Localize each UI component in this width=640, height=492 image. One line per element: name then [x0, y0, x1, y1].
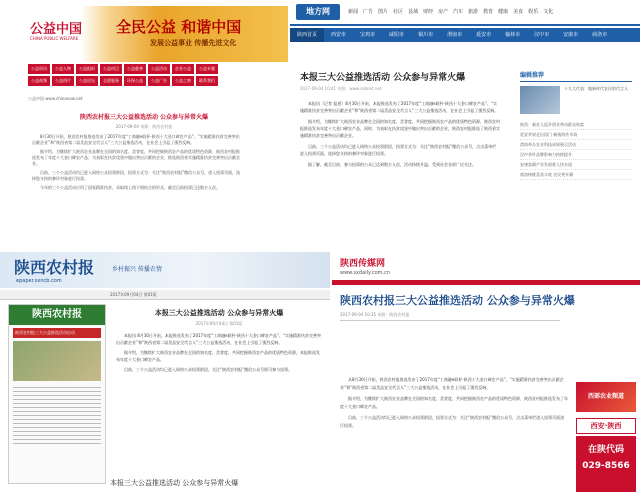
paper-masthead: 陕西农村报 [9, 305, 105, 325]
paragraph: 据介绍，为继续扩大陕西农业品牌在全国的知名度、美誉度，共同挖掘陕西农产品的优质特色资源，陕西农村报推选发布了年度十大金口碑农产品；为表彰在扶贫攻坚中做出突出贡献的企业，推选陕西省实施精准扶贫完善突出贡献企业。 [32, 149, 240, 166]
nav-item[interactable]: 公益广告 [148, 76, 170, 86]
nav-item[interactable]: 公益论坛 [76, 76, 98, 86]
sidebar [520, 70, 632, 180]
paragraph: 本报讯（记者 报道）8月30日开始，本报推选发布了2017年度“工商融e联杯·陕西十大金口碑农产品”、“实施精准扶贫完善突出贡献企业”和“陕西省第二届美品安全代言人”三大公益推选活动，在社会上引起了强烈反响。 [300, 101, 499, 113]
region-nav-item[interactable]: 榆林市 [505, 32, 521, 38]
sidebar-link[interactable]: 陕西：新农人返乡创业带动群众致富 [520, 120, 632, 130]
nongcun-panel [0, 252, 330, 492]
region-nav-item[interactable]: 宝鸡市 [360, 32, 376, 38]
paragraph: 从8月30日开始，陕西农村报推选发布了2017年度“工商融e联杯·陕西十大金口碑农产品”、“实施精准扶贫完善突出贡献企业”和“陕西省第二届美品安全代言人”三大公益推选活动，在社会上引起了强烈反响。 [340, 377, 564, 390]
region-nav-item[interactable]: 铜川市 [418, 32, 434, 38]
gongyi-panel [0, 0, 288, 250]
region-nav-item[interactable]: 陕西首页 [290, 28, 324, 42]
divider [340, 320, 560, 321]
paragraph: 本报讯 8月30日开始，本报推选发布了2017年度“工商融e联杯·陕西十大金口碑农产品”、“实施精准扶贫完善突出贡献企业”和“陕西省第二届美品安全代言人”三大公益推选活动，在社会上引起了强烈反响。 [116, 333, 322, 345]
nav-item[interactable]: 企业公益 [172, 64, 194, 74]
gongyi-nav-row [28, 76, 278, 86]
top-link[interactable]: 教育 [483, 9, 494, 15]
chuanmei-panel [332, 252, 640, 492]
nongcun-header [0, 252, 330, 288]
region-nav-item[interactable]: 安康市 [563, 32, 579, 38]
top-link[interactable]: 娱乐 [528, 9, 539, 15]
gongyi-slogan-sub: 发展公益事业 传播先进文化 [150, 39, 237, 47]
top-link[interactable]: 新闻 [348, 9, 359, 15]
paragraph: 8月30日开始，陕西农村报推选发布了2017年度“工商融e联杯·陕西十大金口碑农产品”、“实施精准扶贫完善突出贡献企业”和“陕西省第二届美品安全代言人”三大公益推选活动，在社会上引起了强烈反响。 [32, 134, 240, 145]
article-body [32, 134, 242, 194]
article-body [116, 332, 322, 373]
article-body [300, 100, 500, 172]
newspaper-page-thumbnail[interactable] [8, 304, 106, 484]
article-meta: 2017-09-04 10:35 来源：陕西农村报 [340, 312, 410, 317]
sidebar-thumbnail[interactable] [520, 86, 560, 114]
nav-item[interactable]: 环保公益 [124, 76, 146, 86]
nongcun-slogan: 乡村振兴 传播农情 [112, 266, 162, 273]
paragraph: 目前，三个公益活动均已进入网络公众投票阶段，关注“陕西农村报”微信公众号即可参与投票。 [124, 367, 293, 372]
region-nav-item[interactable]: 渭南市 [447, 32, 463, 38]
sidebar-link[interactable]: 汉中茶叶品牌影响力持续提升 [520, 150, 632, 160]
paragraph: 目前，三个公益活动均已进入网络公众投票阶段，投票方式为：关注“陕西农村报”微信公众号，点击菜单栏进入投票页面进行投票。 [340, 415, 565, 428]
region-nav [290, 28, 640, 42]
paragraph: 据了解，截至目前，参与投票的公众已达到数万人次，活动持续升温，受到社会各界广泛关注。 [308, 162, 476, 167]
article-title: 陕西农村报三大公益推选活动 公众参与异常火爆 [79, 114, 209, 121]
nav-item[interactable]: 公益项目 [100, 64, 122, 74]
gongyi-logo[interactable]: 公益中国 [30, 22, 83, 37]
article [116, 308, 322, 376]
article-title: 本报三大公益推选活动 公众参与异常火爆 [154, 309, 284, 317]
edition-bar: 2017年09月04日 第01版 [0, 290, 330, 300]
top-link[interactable]: 社区 [393, 9, 404, 15]
nav-item[interactable]: 公益活动 [148, 64, 170, 74]
top-link[interactable]: 县域 [408, 9, 419, 15]
gongyi-nav [28, 64, 278, 88]
top-link[interactable]: 文化 [543, 9, 554, 15]
nav-item[interactable]: 公益图片 [52, 76, 74, 86]
article-body [340, 376, 568, 433]
region-nav-item[interactable]: 咸阳市 [389, 32, 405, 38]
sidebar-list [520, 114, 632, 180]
sidebar-link[interactable]: 商洛核桃喜获丰收 农民笑开颜 [520, 170, 632, 180]
region-nav-item[interactable]: 汉中市 [534, 32, 550, 38]
top-link[interactable]: 图片 [378, 9, 389, 15]
ad-banner[interactable]: 西部农业频道 [576, 382, 636, 412]
article-title: 陕西农村报三大公益推选活动 公众参与异常火爆 [340, 294, 575, 307]
paragraph: 今年的三个公益活动应用了国家精准扶贫，采取线上线下相结合的形式，截至目前投票已达数万人次。 [40, 185, 220, 190]
ad-banner[interactable] [576, 436, 636, 492]
nav-item[interactable]: 联系我们 [196, 76, 218, 86]
top-link[interactable]: 广告 [363, 9, 374, 15]
chuanmei-url: www.sxdaily.com.cn [340, 270, 390, 276]
gongyi-slogan: 全民公益 和谐中国 [116, 18, 242, 36]
nav-item[interactable]: 公益组织 [76, 64, 98, 74]
sidebar-featured-link[interactable]: 十九大代表：做新时代农民的代言人 [564, 86, 628, 91]
header-divider [332, 280, 640, 285]
nav-item[interactable]: 公益专题 [196, 64, 218, 74]
article-meta: 2017-09-04 10:41 来源：www.sxbnet.net [300, 86, 382, 91]
sidebar-heading: 编辑推荐 [520, 70, 632, 82]
top-link[interactable]: 旅游 [468, 9, 479, 15]
breadcrumb[interactable]: 公益中国 www.chinanow.net [28, 96, 83, 101]
article-title: 本报三大公益推选活动 公众参与异常火爆 [300, 73, 466, 83]
paper-headline: 陕西农村报三大公益推选活动启动 [13, 328, 101, 338]
chuanmei-logo[interactable]: 陕西传媒网 [340, 259, 386, 269]
nongcun-logo[interactable]: 陕西农村报 [14, 258, 95, 277]
sidebar-link[interactable]: 渭南举办农业科技成果展示活动 [520, 140, 632, 150]
top-link[interactable]: 美食 [513, 9, 524, 15]
nongcun-url: epaper.sxncb.com [16, 278, 62, 284]
top-link[interactable]: 健康 [498, 9, 509, 15]
paragraph: 据介绍，为继续扩大陕西农业品牌在全国的知名度，美誉度，共同挖掘陕西农产品的优质特色资源，本报推选发布年度十大金口碑农产品。 [116, 350, 320, 362]
nav-item[interactable]: 公益人物 [52, 64, 74, 74]
sidebar-link[interactable]: 延安苹果走出国门 畅销海外市场 [520, 130, 632, 140]
article-title-footer[interactable]: 本报三大公益推选活动 公众参与异常火爆 [110, 479, 239, 487]
region-nav-item[interactable]: 商洛市 [592, 32, 608, 38]
gongyi-nav-row [28, 64, 278, 74]
top-link[interactable]: 房产 [438, 9, 449, 15]
region-nav-item[interactable]: 西安市 [331, 32, 347, 38]
difang-logo[interactable]: 地方网 [296, 4, 340, 20]
difang-header [290, 0, 640, 26]
top-links [348, 8, 553, 15]
paragraph: 目前，三个公益活动均已进入网络公众投票阶段，投票方式为：关注“陕西农村报”微信公众号，进入投票页面，选择您支持的参评对象进行投票。 [32, 170, 241, 181]
paragraph: 目前，三个公益活动均已进入网络公众投票阶段，投票方式为：关注“陕西农村报”微信公众号，点击菜单栏进入投票页面，选择您支持的参评对象进行投票。 [300, 144, 497, 156]
ad-phone: 029-8566 [582, 461, 630, 471]
sidebar-link[interactable]: 安康富硒产业发展驶入快车道 [520, 160, 632, 170]
article-meta: 2017年09月04日 第01版 [195, 321, 243, 326]
ad-text: 在陕代码 [587, 445, 624, 455]
paragraph: 据介绍，为继续扩大陕西农业品牌在全国的知名度，美誉度，共同挖掘陕西农产品的优质特色资源，陕西农村报推选发布年度十大金口碑农产品，同时，为表彰在扶贫攻坚中做出突出贡献的企业，陕西农村报推选了陕西省实施精准扶贫完善突出贡献企业。 [300, 119, 500, 138]
paper-text-lines [13, 384, 101, 444]
nav-item[interactable]: 公益慈善 [124, 64, 146, 74]
paragraph: 据介绍，为继续扩大陕西农业品牌在全国的知名度，美誉度，共同挖掘陕西农产品的优质特色资源，陕西农村报推选发布了年度十大金口碑农产品。 [340, 396, 568, 409]
paper-photo [13, 341, 101, 381]
gongyi-logo-sub: CHINA PUBLIC WELFARE [30, 36, 79, 41]
region-nav-item[interactable]: 延安市 [476, 32, 492, 38]
ad-banner[interactable]: 西安·陕西 [576, 418, 636, 434]
nav-item[interactable]: 公益资讯 [28, 64, 50, 74]
nav-item[interactable]: 志愿服务 [100, 76, 122, 86]
difang-panel [290, 0, 640, 250]
nav-item[interactable]: 公益之窗 [172, 76, 194, 86]
article-meta: 2017-09-04 来源：陕西农村报 [115, 124, 173, 129]
top-link[interactable]: 汽车 [453, 9, 464, 15]
top-link[interactable]: 财经 [423, 9, 434, 15]
nav-item[interactable]: 公益视频 [28, 76, 50, 86]
